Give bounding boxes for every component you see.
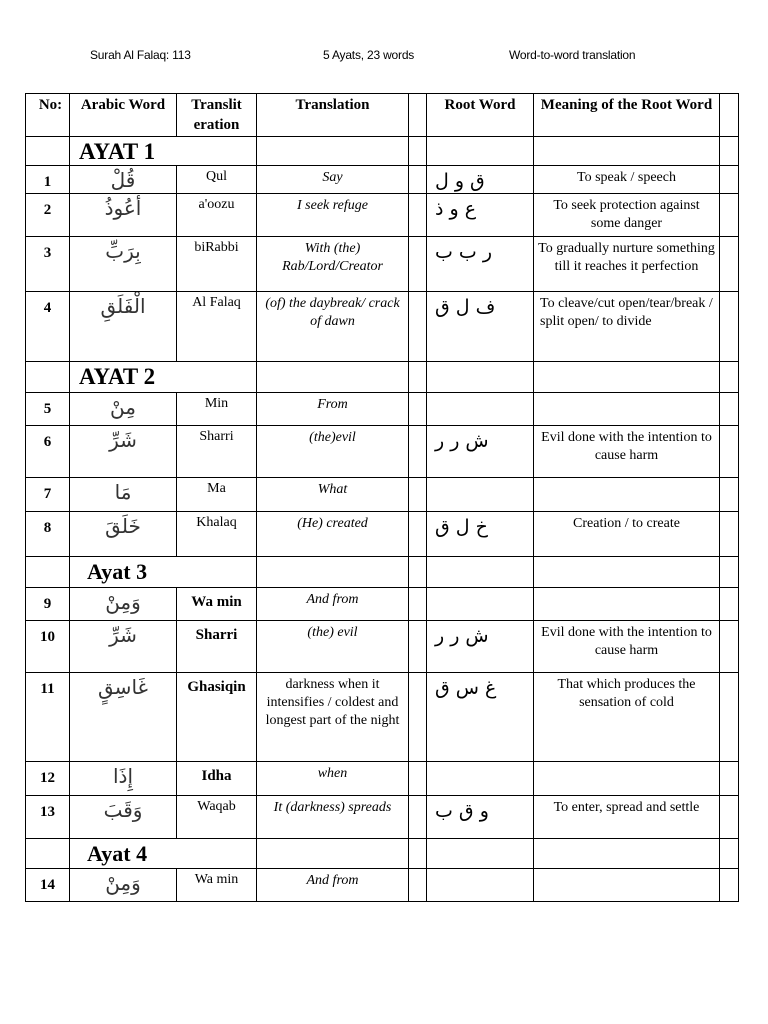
row-number: 8 [26, 512, 70, 557]
row-number: 13 [26, 796, 70, 839]
root-meaning [534, 478, 720, 512]
root-meaning [534, 762, 720, 796]
root-meaning: That which produces the sensation of cold [534, 673, 720, 762]
root-word [427, 762, 534, 796]
document-title: Word-to-word translation [509, 48, 636, 62]
transliteration: Khalaq [177, 512, 257, 557]
root-meaning: To cleave/cut open/tear/break / split open/ to divide [534, 292, 720, 362]
header-row [26, 94, 739, 137]
ayat-label: Ayat 4 [70, 839, 257, 869]
root-word: ق و ل [427, 166, 534, 194]
translation: What [257, 478, 409, 512]
row-number: 7 [26, 478, 70, 512]
table-row [26, 621, 739, 673]
table-row [26, 166, 739, 194]
translation: when [257, 762, 409, 796]
root-meaning: To gradually nurture something till it reaches it perfection [534, 237, 720, 292]
table-row [26, 588, 739, 621]
row-number: 3 [26, 237, 70, 292]
translation: (the) evil [257, 621, 409, 673]
row-number: 14 [26, 869, 70, 902]
transliteration: Wa min [177, 588, 257, 621]
row-number: 2 [26, 194, 70, 237]
root-word: ف ل ق [427, 292, 534, 362]
table-row [26, 869, 739, 902]
table-row [26, 796, 739, 839]
arabic-word: بِرَبِّ [70, 237, 177, 292]
translation: Say [257, 166, 409, 194]
arabic-word: إِذَا [70, 762, 177, 796]
translation: (He) created [257, 512, 409, 557]
root-meaning: To seek protection against some danger [534, 194, 720, 237]
row-number: 10 [26, 621, 70, 673]
row-number: 12 [26, 762, 70, 796]
ayat-heading-row [26, 362, 739, 393]
translation: With (the) Rab/Lord/Creator [257, 237, 409, 292]
root-word: و ق ب [427, 796, 534, 839]
word-translation-table [25, 93, 739, 902]
col-header-meaning: Meaning of the Root Word [534, 94, 720, 137]
table-row [26, 478, 739, 512]
transliteration: Wa min [177, 869, 257, 902]
transliteration: Al Falaq [177, 292, 257, 362]
root-meaning [534, 393, 720, 426]
transliteration: Ghasiqin [177, 673, 257, 762]
col-header-blank [409, 94, 427, 137]
table-row [26, 237, 739, 292]
arabic-word: مَا [70, 478, 177, 512]
arabic-word: مِنْ [70, 393, 177, 426]
arabic-word: أَعُوذُ [70, 194, 177, 237]
col-header-root: Root Word [427, 94, 534, 137]
col-header-arabic: Arabic Word [70, 94, 177, 137]
root-word [427, 869, 534, 902]
arabic-word: وَقَبَ [70, 796, 177, 839]
row-number: 6 [26, 426, 70, 478]
root-word: ر ب ب [427, 237, 534, 292]
translation: It (darkness) spreads [257, 796, 409, 839]
translation: (of) the daybreak/ crack of dawn [257, 292, 409, 362]
col-header-transliteration: Translit eration [177, 94, 257, 137]
root-meaning [534, 588, 720, 621]
translation: (the)evil [257, 426, 409, 478]
row-number: 5 [26, 393, 70, 426]
root-word: ع و ذ [427, 194, 534, 237]
root-meaning: Creation / to create [534, 512, 720, 557]
ayat-heading-row [26, 137, 739, 166]
arabic-word: وَمِنْ [70, 869, 177, 902]
root-word: خ ل ق [427, 512, 534, 557]
table-row [26, 292, 739, 362]
ayat-label: Ayat 3 [70, 557, 257, 588]
arabic-word: قُلْ [70, 166, 177, 194]
transliteration: Qul [177, 166, 257, 194]
translation: And from [257, 588, 409, 621]
translation: I seek refuge [257, 194, 409, 237]
col-header-blank [720, 94, 739, 137]
row-number: 11 [26, 673, 70, 762]
root-meaning: To speak / speech [534, 166, 720, 194]
surah-title: Surah Al Falaq: 113 [90, 48, 191, 62]
ayat-heading-row [26, 839, 739, 869]
transliteration: Sharri [177, 426, 257, 478]
row-number: 4 [26, 292, 70, 362]
translation: And from [257, 869, 409, 902]
root-word [427, 393, 534, 426]
root-meaning: To enter, spread and settle [534, 796, 720, 839]
ayat-label: AYAT 2 [70, 362, 257, 393]
transliteration: Ma [177, 478, 257, 512]
root-word: ش ر ر [427, 426, 534, 478]
transliteration: Idha [177, 762, 257, 796]
ayat-word-count: 5 Ayats, 23 words [323, 48, 415, 62]
arabic-word: شَرِّ [70, 621, 177, 673]
arabic-word: شَرِّ [70, 426, 177, 478]
transliteration: biRabbi [177, 237, 257, 292]
table-row [26, 393, 739, 426]
transliteration: Waqab [177, 796, 257, 839]
ayat-label: AYAT 1 [70, 137, 257, 166]
transliteration: Sharri [177, 621, 257, 673]
root-meaning: Evil done with the intention to cause harm [534, 621, 720, 673]
table-row [26, 762, 739, 796]
col-header-translation: Translation [257, 94, 409, 137]
row-number: 9 [26, 588, 70, 621]
table-row [26, 512, 739, 557]
col-header-no: No: [26, 94, 70, 137]
table-row [26, 194, 739, 237]
root-word: غ س ق [427, 673, 534, 762]
row-number: 1 [26, 166, 70, 194]
arabic-word: غَاسِقٍ [70, 673, 177, 762]
root-meaning: Evil done with the intention to cause harm [534, 426, 720, 478]
table-row [26, 673, 739, 762]
arabic-word: خَلَقَ [70, 512, 177, 557]
ayat-heading-row [26, 557, 739, 588]
transliteration: a'oozu [177, 194, 257, 237]
root-word: ش ر ر [427, 621, 534, 673]
root-word [427, 478, 534, 512]
arabic-word: الْفَلَقِ [70, 292, 177, 362]
transliteration: Min [177, 393, 257, 426]
root-meaning [534, 869, 720, 902]
table-row [26, 426, 739, 478]
arabic-word: وَمِنْ [70, 588, 177, 621]
translation: From [257, 393, 409, 426]
translation: darkness when it intensifies / coldest and longest part of the night [257, 673, 409, 762]
root-word [427, 588, 534, 621]
